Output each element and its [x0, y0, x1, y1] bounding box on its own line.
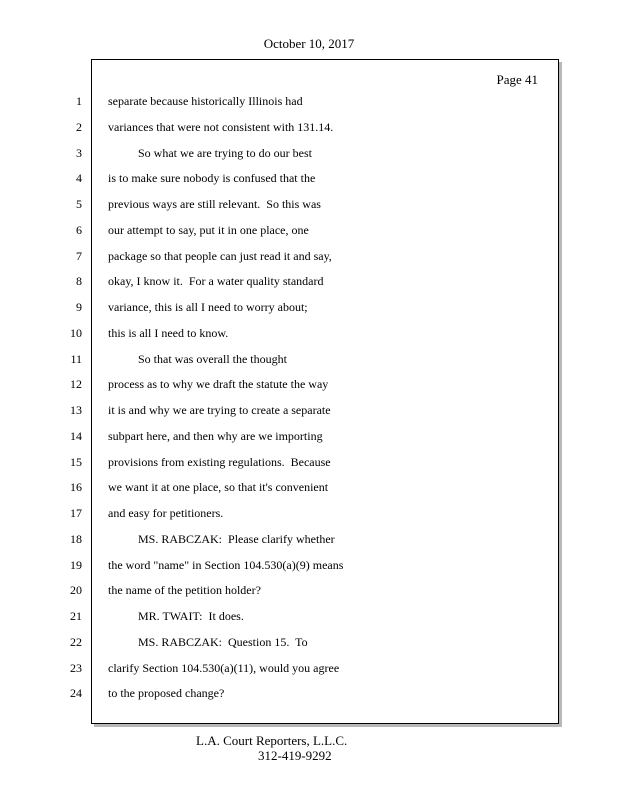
line-number: 3	[76, 146, 82, 160]
line-number: 12	[70, 377, 82, 391]
line-text: to the proposed change?	[108, 686, 225, 700]
line-number: 6	[76, 223, 82, 237]
line-number: 2	[76, 120, 82, 134]
line-text: provisions from existing regulations. Because	[108, 455, 331, 469]
line-text: the word "name" in Section 104.530(a)(9) means	[108, 558, 344, 572]
court-reporter-phone: 312-419-9292	[258, 748, 332, 763]
line-text: this is all I need to know.	[108, 326, 229, 340]
line-text: the name of the petition holder?	[108, 583, 261, 597]
line-number: 22	[70, 635, 82, 649]
line-number: 24	[70, 686, 82, 700]
line-number: 14	[70, 429, 82, 443]
line-number: 20	[70, 583, 82, 597]
line-text: okay, I know it. For a water quality standard	[108, 274, 324, 288]
line-number: 5	[76, 197, 82, 211]
line-number: 23	[70, 661, 82, 675]
line-number: 21	[70, 609, 82, 623]
line-number: 11	[70, 352, 82, 366]
line-text: MR. TWAIT: It does.	[108, 609, 244, 623]
line-text: variances that were not consistent with 131.14.	[108, 120, 334, 134]
line-text: we want it at one place, so that it's convenient	[108, 480, 329, 494]
line-number: 19	[70, 558, 82, 572]
page-number: Page 41	[496, 72, 538, 87]
line-number: 15	[70, 455, 82, 469]
line-text: separate because historically Illinois had	[108, 94, 303, 108]
line-number: 13	[70, 403, 82, 417]
line-text: is to make sure nobody is confused that the	[108, 171, 316, 185]
line-number: 10	[70, 326, 82, 340]
line-number: 1	[76, 94, 82, 108]
line-text: MS. RABCZAK: Question 15. To	[108, 635, 308, 649]
line-text: and easy for petitioners.	[108, 506, 224, 520]
line-text: it is and why we are trying to create a separate	[108, 403, 331, 417]
line-text: clarify Section 104.530(a)(11), would you agree	[108, 661, 340, 675]
line-number: 7	[76, 249, 82, 263]
line-text: package so that people can just read it and say,	[108, 249, 332, 263]
line-text: previous ways are still relevant. So this was	[108, 197, 321, 211]
line-text: MS. RABCZAK: Please clarify whether	[108, 532, 335, 546]
court-reporter-name: L.A. Court Reporters, L.L.C.	[196, 733, 348, 748]
line-number: 17	[70, 506, 82, 520]
line-number: 8	[76, 274, 82, 288]
line-number: 16	[70, 480, 82, 494]
line-text: subpart here, and then why are we importing	[108, 429, 323, 443]
line-text: process as to why we draft the statute the way	[108, 377, 329, 391]
line-text: So what we are trying to do our best	[108, 146, 312, 160]
line-number: 18	[70, 532, 82, 546]
line-number: 4	[76, 171, 82, 185]
line-number: 9	[76, 300, 82, 314]
line-text: So that was overall the thought	[108, 352, 287, 366]
transcript-date: October 10, 2017	[263, 36, 355, 51]
line-text: variance, this is all I need to worry about;	[108, 300, 308, 314]
line-text: our attempt to say, put it in one place, one	[108, 223, 309, 237]
